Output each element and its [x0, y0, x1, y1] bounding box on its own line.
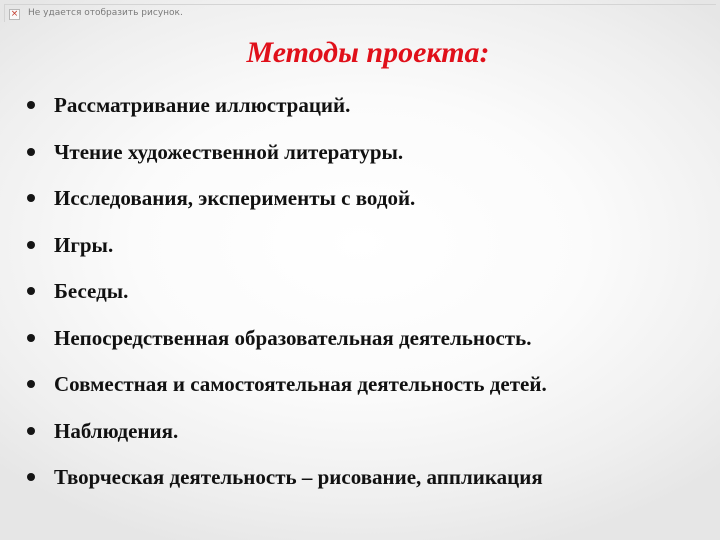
list-item-text: Чтение художественной литературы. [54, 139, 404, 164]
slide-title: Методы проекта: [246, 36, 490, 69]
broken-image-icon: × [10, 9, 19, 19]
list-item-text: Непосредственная образовательная деятельность. [54, 325, 532, 350]
list-item [26, 417, 547, 464]
bullet-icon [27, 194, 35, 202]
list-item [26, 370, 547, 417]
bullet-icon [27, 473, 35, 481]
bullet-icon [27, 148, 35, 156]
bullet-icon [27, 427, 35, 435]
list-item [26, 138, 547, 185]
broken-image-message: Не удается отобразить рисунок. [28, 8, 183, 18]
list-item [26, 91, 547, 138]
list-item [26, 463, 547, 510]
methods-list [26, 91, 547, 510]
list-item-text: Рассматривание иллюстраций. [54, 93, 351, 117]
bullet-icon [27, 334, 35, 342]
list-item-text: Беседы. [54, 279, 129, 303]
bullet-icon [27, 380, 35, 388]
list-item-text: Наблюдения. [54, 418, 179, 443]
list-item-text: Исследования, эксперименты с водой. [54, 186, 416, 210]
list-item [26, 231, 547, 278]
list-item-text: Игры. [54, 232, 114, 257]
list-item [26, 277, 547, 324]
broken-image-placeholder [4, 4, 716, 22]
bullet-icon [27, 241, 35, 249]
bullet-icon [27, 287, 35, 295]
list-item-text: Совместная и самостоятельная деятельность детей. [54, 372, 547, 396]
bullet-icon [27, 101, 35, 109]
list-item-text: Творческая деятельность – рисование, аппликация [54, 465, 543, 489]
list-item [26, 184, 547, 231]
list-item [26, 324, 547, 371]
